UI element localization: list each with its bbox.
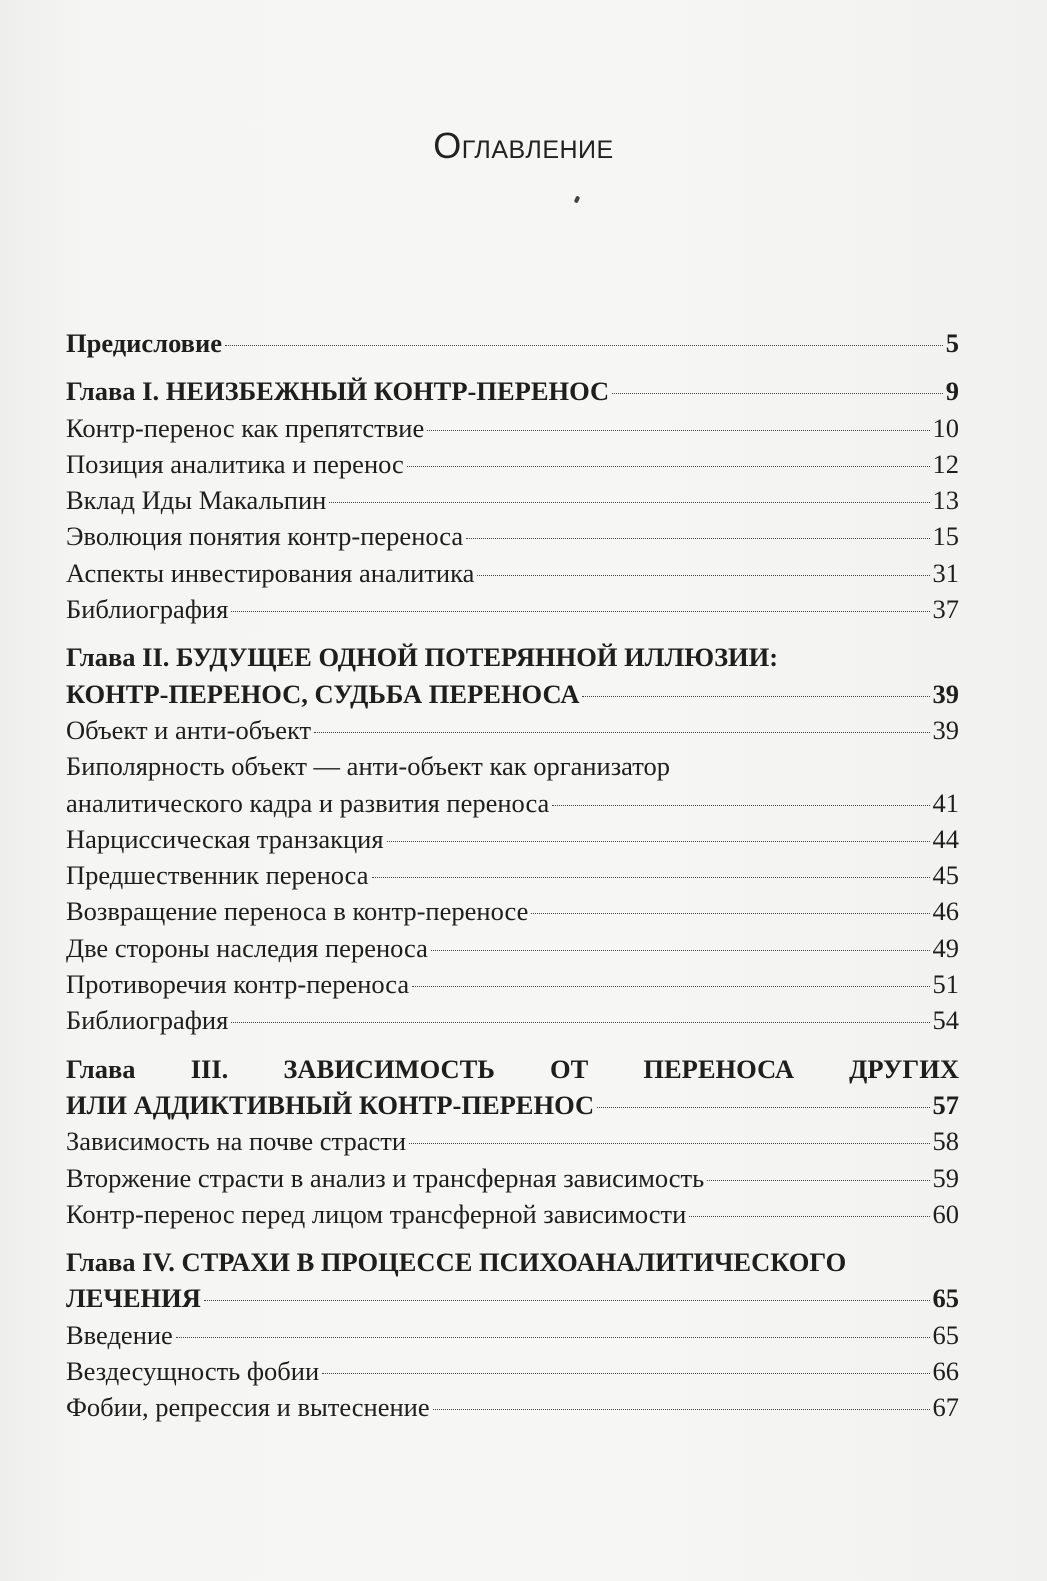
toc-entry-title: Фобии, репрессия и вытеснение bbox=[66, 1392, 430, 1423]
dot-leader bbox=[409, 1143, 930, 1144]
toc-entry[interactable] bbox=[66, 930, 959, 966]
toc-entry-title-line2: аналитического кадра и развития переноса bbox=[66, 787, 550, 818]
toc-page-number: 57 bbox=[932, 1089, 959, 1120]
dot-leader bbox=[612, 393, 943, 394]
toc-entry-title: Эволюция понятия контр-переноса bbox=[66, 521, 464, 552]
title-word: ДРУГИХ bbox=[849, 1053, 959, 1084]
dot-leader bbox=[204, 1300, 930, 1301]
toc-page-number: 67 bbox=[932, 1392, 959, 1423]
toc-page-number: 65 bbox=[932, 1319, 959, 1350]
toc-entry-title: Контр-перенос перед лицом трансферной зависимости bbox=[66, 1198, 687, 1229]
dot-leader bbox=[231, 1022, 929, 1023]
toc-entry-title: Библиография bbox=[66, 594, 229, 625]
toc-chapter-3[interactable] bbox=[66, 1051, 959, 1124]
toc-entry-title: Противоречия контр-переноса bbox=[66, 969, 410, 1000]
toc-page-number: 39 bbox=[932, 678, 959, 709]
toc-entry-title: Предисловие bbox=[66, 328, 222, 358]
dot-leader bbox=[477, 575, 929, 576]
toc-entry[interactable] bbox=[66, 1389, 959, 1425]
toc-chapter-2[interactable] bbox=[66, 639, 959, 712]
toc-page-number: 54 bbox=[932, 1005, 959, 1036]
dot-leader bbox=[433, 1409, 930, 1410]
toc-page-number: 31 bbox=[932, 557, 959, 588]
toc-entry-title: Введение bbox=[66, 1319, 173, 1350]
dot-leader bbox=[466, 538, 929, 539]
dot-leader bbox=[387, 841, 930, 842]
toc-entry[interactable] bbox=[66, 748, 959, 821]
toc-page-number: 37 bbox=[932, 594, 959, 625]
dot-leader bbox=[689, 1216, 929, 1217]
dot-leader bbox=[231, 611, 929, 612]
toc-entry-preface[interactable] bbox=[66, 325, 959, 361]
title-word: III. bbox=[190, 1053, 229, 1084]
dot-leader bbox=[597, 1107, 929, 1108]
toc-entry[interactable] bbox=[66, 1317, 959, 1353]
dot-leader bbox=[176, 1337, 930, 1338]
toc-entry[interactable] bbox=[66, 1353, 959, 1389]
toc-entry[interactable] bbox=[66, 555, 959, 591]
toc-entry-title: Глава I. НЕИЗБЕЖНЫЙ КОНТР-ПЕРЕНОС bbox=[66, 376, 610, 407]
toc-entry-title: Библиография bbox=[66, 1005, 229, 1036]
toc-page-number: 58 bbox=[932, 1126, 959, 1157]
toc-entry[interactable] bbox=[66, 966, 959, 1002]
dot-leader bbox=[582, 696, 929, 697]
toc-page-number: 66 bbox=[932, 1356, 959, 1387]
toc-entry-title-line1 bbox=[66, 1051, 959, 1087]
toc-page-number: 46 bbox=[932, 896, 959, 927]
dot-leader bbox=[427, 430, 929, 431]
toc-entry-title: Возвращение переноса в контр-переносе bbox=[66, 896, 529, 927]
toc-entry[interactable] bbox=[66, 482, 959, 518]
page-title: Оглавление bbox=[433, 125, 614, 166]
toc-entry-title-line2: КОНТР-ПЕРЕНОС, СУДЬБА ПЕРЕНОСА bbox=[66, 678, 580, 709]
toc-entry[interactable] bbox=[66, 410, 959, 446]
toc-entry-title: Контр-перенос как препятствие bbox=[66, 412, 425, 443]
dot-leader bbox=[372, 877, 930, 878]
dot-leader bbox=[412, 986, 929, 987]
title-word: ОТ bbox=[549, 1053, 589, 1084]
dot-leader bbox=[431, 950, 930, 951]
toc-entry-title: Объект и анти-объект bbox=[66, 714, 312, 745]
toc-entry-title-line1: Глава II. БУДУЩЕЕ ОДНОЙ ПОТЕРЯННОЙ ИЛЛЮЗИИ: bbox=[66, 642, 779, 673]
toc-entry-title: Позиция аналитика и перенос bbox=[66, 448, 404, 479]
toc-entry-title: Две стороны наследия переноса bbox=[66, 932, 428, 963]
toc-entry-title: Аспекты инвестирования аналитика bbox=[66, 557, 475, 588]
toc-entry[interactable] bbox=[66, 857, 959, 893]
toc-entry[interactable] bbox=[66, 1002, 959, 1038]
toc-entry-title-line2: ИЛИ АДДИКТИВНЫЙ КОНТР-ПЕРЕНОС bbox=[66, 1089, 595, 1120]
dot-leader bbox=[225, 345, 943, 346]
toc-entry-title-line1: Глава IV. СТРАХИ В ПРОЦЕССЕ ПСИХОАНАЛИТИЧЕСКОГО bbox=[66, 1247, 847, 1278]
toc-page-number: 60 bbox=[932, 1198, 959, 1229]
toc-chapter-1[interactable] bbox=[66, 373, 959, 409]
toc-page-number: 39 bbox=[932, 714, 959, 745]
toc-entry[interactable] bbox=[66, 712, 959, 748]
toc-chapter-4[interactable] bbox=[66, 1244, 959, 1317]
toc-entry-title: Вездесущность фобии bbox=[66, 1356, 320, 1387]
toc-entry[interactable] bbox=[66, 1196, 959, 1232]
toc-entry[interactable] bbox=[66, 821, 959, 857]
dot-leader bbox=[314, 732, 929, 733]
toc-entry-title: Нарциссическая транзакция bbox=[66, 823, 384, 854]
toc-entry-title: Предшественник переноса bbox=[66, 860, 369, 891]
dot-leader bbox=[329, 502, 929, 503]
toc-page-number: 15 bbox=[932, 521, 959, 552]
toc-entry[interactable] bbox=[66, 518, 959, 554]
toc-entry[interactable] bbox=[66, 1123, 959, 1159]
toc-page-number: 5 bbox=[945, 328, 959, 358]
toc-entry-title: Зависимость на почве страсти bbox=[66, 1126, 406, 1157]
toc-page-number: 9 bbox=[945, 376, 959, 407]
dot-leader bbox=[322, 1373, 929, 1374]
dot-leader bbox=[552, 805, 929, 806]
toc-entry[interactable] bbox=[66, 591, 959, 627]
toc-page-number: 59 bbox=[932, 1162, 959, 1193]
toc-page-number: 12 bbox=[932, 448, 959, 479]
toc-entry[interactable] bbox=[66, 893, 959, 929]
dot-leader bbox=[707, 1180, 929, 1181]
toc-page-number: 13 bbox=[932, 485, 959, 516]
toc-page-number: 51 bbox=[932, 969, 959, 1000]
toc-page-number: 41 bbox=[932, 787, 959, 818]
toc-page-number: 65 bbox=[932, 1283, 959, 1314]
dot-leader bbox=[407, 466, 930, 467]
toc-page-number: 49 bbox=[932, 932, 959, 963]
toc-entry[interactable] bbox=[66, 446, 959, 482]
ink-speck bbox=[574, 195, 581, 203]
title-word: ЗАВИСИМОСТЬ bbox=[283, 1053, 495, 1084]
title-word: Глава bbox=[66, 1053, 136, 1084]
toc-page-number: 10 bbox=[932, 412, 959, 443]
toc-entry[interactable] bbox=[66, 1160, 959, 1196]
toc-entry-title-line1: Биполярность объект — анти-объект как организатор bbox=[66, 751, 670, 782]
toc-entry-title: Вторжение страсти в анализ и трансферная зависимость bbox=[66, 1162, 705, 1193]
toc-entry-title: Вклад Иды Макальпин bbox=[66, 485, 327, 516]
toc-page-number: 45 bbox=[932, 860, 959, 891]
dot-leader bbox=[531, 913, 929, 914]
toc-entry-title-line2: ЛЕЧЕНИЯ bbox=[66, 1283, 201, 1314]
title-word: ПЕРЕНОСА bbox=[643, 1053, 795, 1084]
table-of-contents bbox=[66, 325, 959, 1426]
toc-page-number: 44 bbox=[932, 823, 959, 854]
